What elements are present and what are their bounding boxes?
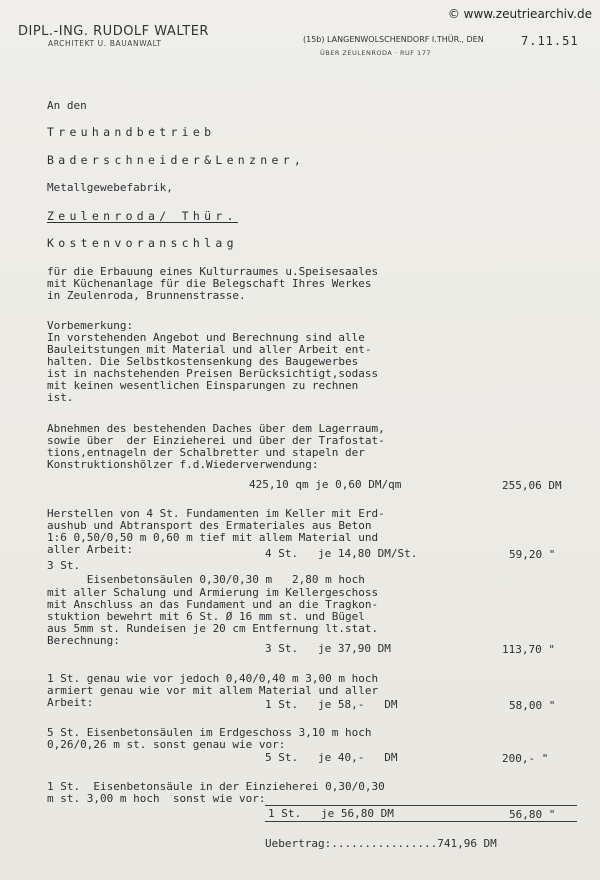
upper-rule bbox=[265, 805, 577, 806]
item-calc: 3 St. je 37,90 DM bbox=[265, 642, 391, 655]
preamble-line: In vorstehenden Angebot und Berechnung sind alle bbox=[47, 331, 365, 344]
item-line: 5 St. Eisenbetonsäulen im Erdgeschoss 3,10 m hoch bbox=[47, 726, 372, 739]
recipient-line1: Treuhandbetrieb bbox=[47, 125, 216, 139]
preamble-heading: Vorbemerkung: bbox=[47, 319, 134, 332]
item-line: sowie über der Einzieherei und über der Trafostat- bbox=[47, 434, 385, 447]
item-calc: 5 St. je 40,- DM bbox=[265, 751, 398, 764]
item-amount: 59,20 " bbox=[509, 548, 556, 561]
item-line: tions,entnageln der Schalbretter und stapeln der bbox=[47, 446, 365, 459]
item-line: stuktion bewehrt mit 6 St. Ø 16 mm st. und Bügel bbox=[47, 610, 365, 623]
letterhead-name: DIPL.-ING. RUDOLF WALTER bbox=[18, 24, 209, 39]
preamble-line: halten. Die Selbstkostensenkung des Baugewerbes bbox=[47, 355, 359, 368]
item-line: 1 St. Eisenbetonsäule in der Einzieherei 0,30/0,30 bbox=[47, 780, 385, 793]
item-line: Abnehmen des bestehenden Daches über dem Lagerraum, bbox=[47, 422, 385, 435]
salutation: An den bbox=[47, 99, 87, 112]
item-line: 1 St. genau wie vor jedoch 0,40/0,40 m 3,00 m hoch bbox=[47, 672, 379, 685]
letter-date: 7.11.51 bbox=[521, 34, 579, 48]
item-calc: 1 St. je 58,- DM bbox=[265, 698, 398, 711]
intro-line: in Zeulenroda, Brunnenstrasse. bbox=[47, 289, 246, 302]
letterhead-address: (15b) LANGENWOLSCHENDORF I.THÜR., DEN bbox=[303, 35, 484, 44]
item-amount: 113,70 " bbox=[502, 643, 555, 656]
item-line: m st. 3,00 m hoch sonst wie vor: bbox=[47, 792, 266, 805]
carryover-row bbox=[265, 837, 497, 850]
recipient-city: Zeulenroda/ Thür. bbox=[47, 209, 238, 223]
item-amount: 200,- " bbox=[502, 752, 549, 765]
item-line: mit aller Schalung und Armierung im Kellergeschoss bbox=[47, 586, 379, 599]
item-calc: 425,10 qm je 0,60 DM/qm bbox=[249, 478, 402, 491]
subject: Kostenvoranschlag bbox=[47, 236, 238, 250]
item-line: 1:6 0,50/0,50 m 0,60 m tief mit allem Material und bbox=[47, 531, 379, 544]
item-line: Konstruktionshölzer f.d.Wiederverwendung: bbox=[47, 458, 319, 471]
intro-line: mit Küchenanlage für die Belegschaft Ihres Werkes bbox=[47, 277, 372, 290]
item-line: 0,26/0,26 m st. sonst genau wie vor: bbox=[47, 738, 286, 751]
item-line: Eisenbetonsäulen 0,30/0,30 m 2,80 m hoch bbox=[47, 573, 365, 586]
carryover-dots: ................ bbox=[331, 837, 438, 850]
watermark: © www.zeutriearchiv.de bbox=[447, 7, 592, 21]
item-line: aus 5mm st. Rundeisen je 20 cm Entfernung lt.stat. bbox=[47, 622, 379, 635]
item-line: aller Arbeit: bbox=[47, 543, 134, 556]
item-line: Arbeit: bbox=[47, 696, 94, 709]
recipient-line2: Baderschneider&Lenzner, bbox=[47, 153, 306, 167]
recipient-line3: Metallgewebefabrik, bbox=[47, 181, 173, 194]
item-line: Berechnung: bbox=[47, 634, 120, 647]
item-calc: 4 St. je 14,80 DM/St. bbox=[265, 547, 418, 560]
item-line: Herstellen von 4 St. Fundamenten im Keller mit Erd- bbox=[47, 507, 385, 520]
item-line: mit Anschluss an das Fundament und an die Tragkon- bbox=[47, 598, 379, 611]
letterhead-address-line2: ÜBER ZEULENRODA · RUF 177 bbox=[320, 49, 431, 57]
item-amount: 56,80 " bbox=[509, 808, 556, 821]
item-line: aushub und Abtransport des Ermateriales aus Beton bbox=[47, 519, 372, 532]
item-line: 3 St. bbox=[47, 559, 81, 572]
item-line: armiert genau wie vor mit allem Material und aller bbox=[47, 684, 379, 697]
carryover-amount: 741,96 DM bbox=[437, 837, 497, 850]
preamble-line: ist. bbox=[47, 391, 74, 404]
letterhead-profession: ARCHITEKT U. BAUANWALT bbox=[48, 39, 162, 48]
lower-rule bbox=[265, 821, 577, 822]
preamble-line: Bauleitstungen mit Material und aller Arbeit ent- bbox=[47, 343, 372, 356]
preamble-line: mit keinen wesentlichen Einsparungen zu rechnen bbox=[47, 379, 359, 392]
item-calc: 1 St. je 56,80 DM bbox=[268, 807, 394, 820]
item-amount: 58,00 " bbox=[509, 699, 556, 712]
preamble-line: ist in nachstehenden Preisen Berücksichtigt,sodass bbox=[47, 367, 379, 380]
intro-line: für die Erbauung eines Kulturraumes u.Speisesaales bbox=[47, 265, 379, 278]
carryover-label: Uebertrag: bbox=[265, 837, 332, 850]
item-amount: 255,06 DM bbox=[502, 479, 562, 492]
